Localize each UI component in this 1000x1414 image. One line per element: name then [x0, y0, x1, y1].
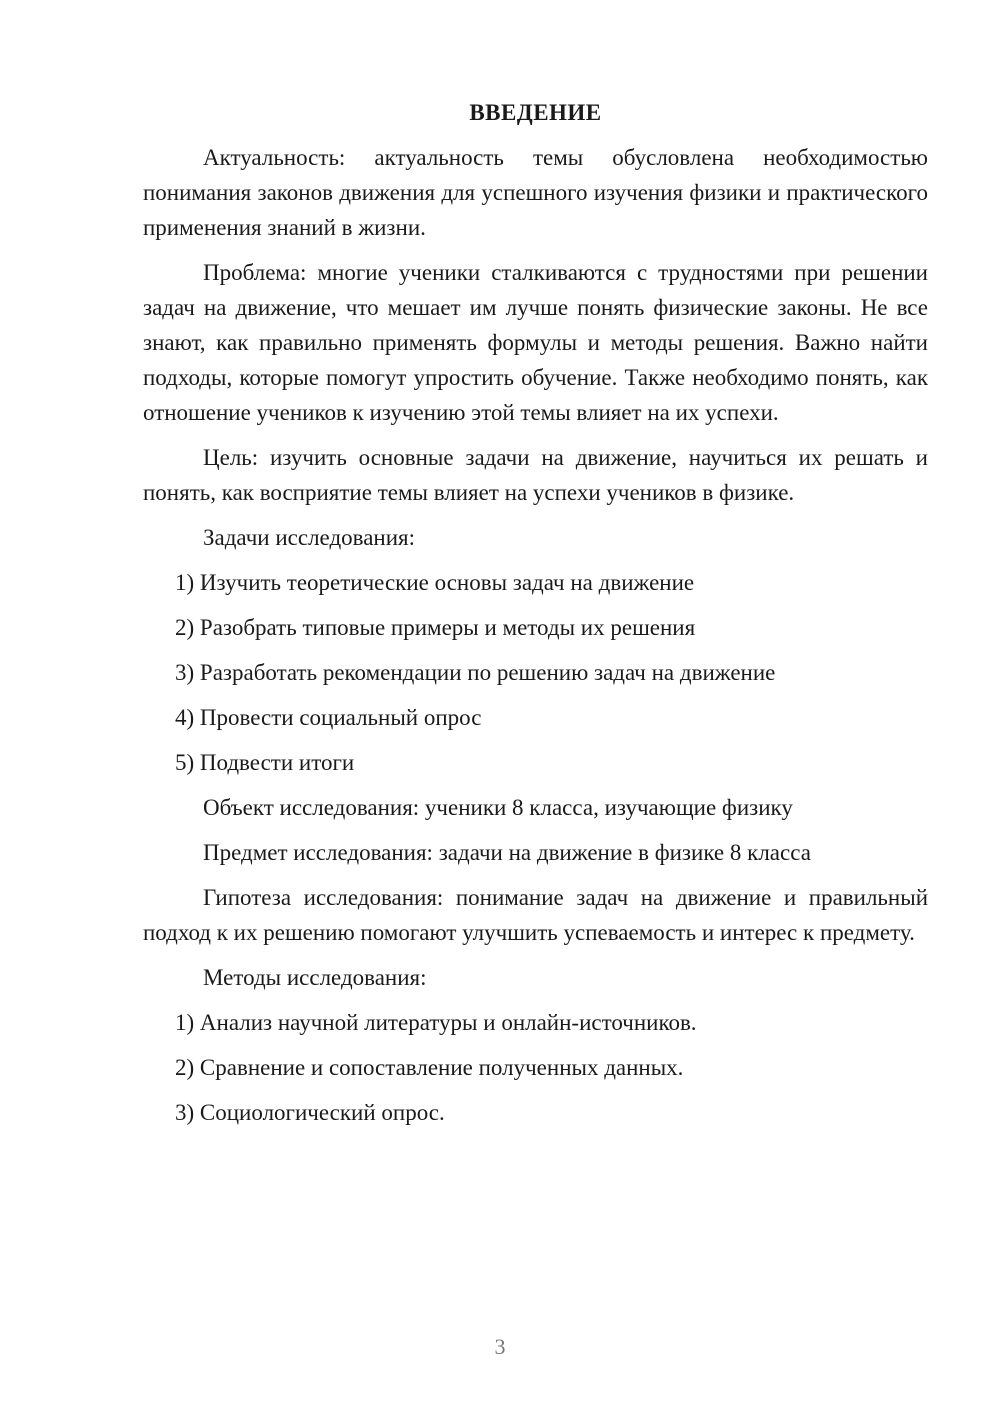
methods-heading: Методы исследования:	[203, 965, 427, 990]
problem-paragraph: Проблема: многие ученики сталкиваются с трудностями при решении задач на движение, что мешает им лучше понять физические законы. Не все знают, как правильно применять формулы и методы решения. Важно найти подходы, которые помогут упростить обучение. Также необходимо понять, как отношение учеников к изучению этой темы влияет на их успехи.	[143, 260, 928, 425]
methods-list	[143, 1005, 928, 1130]
list-item: 3) Социологический опрос.	[175, 1100, 445, 1125]
list-item: 3) Разработать рекомендации по решению задач на движение	[175, 660, 776, 685]
page-number: 3	[494, 1334, 506, 1359]
list-item: 2) Разобрать типовые примеры и методы их решения	[175, 615, 696, 640]
list-item: 1) Изучить теоретические основы задач на движение	[175, 570, 695, 595]
tasks-heading: Задачи исследования:	[203, 525, 416, 550]
subject-line: Предмет исследования: задачи на движение в физике 8 класса	[203, 840, 811, 865]
hypothesis-paragraph: Гипотеза исследования: понимание задач на движение и правильный подход к их решению помогают улучшить успеваемость и интерес к предмету.	[143, 885, 928, 945]
goal-paragraph: Цель: изучить основные задачи на движение, научиться их решать и понять, как восприятие темы влияет на успехи учеников в физике.	[143, 445, 928, 505]
list-item: 1) Анализ научной литературы и онлайн-источников.	[175, 1010, 697, 1035]
list-item: 2) Сравнение и сопоставление полученных данных.	[175, 1055, 684, 1080]
section-title: ВВЕДЕНИЕ	[469, 100, 602, 125]
relevance-paragraph: Актуальность: актуальность темы обусловлена необходимостью понимания законов движения для успешного изучения физики и практического применения знаний в жизни.	[143, 145, 928, 240]
object-line: Объект исследования: ученики 8 класса, изучающие физику	[203, 795, 793, 820]
page-content	[143, 95, 928, 1140]
list-item: 5) Подвести итоги	[175, 750, 355, 775]
tasks-list	[143, 565, 928, 780]
list-item: 4) Провести социальный опрос	[175, 705, 482, 730]
